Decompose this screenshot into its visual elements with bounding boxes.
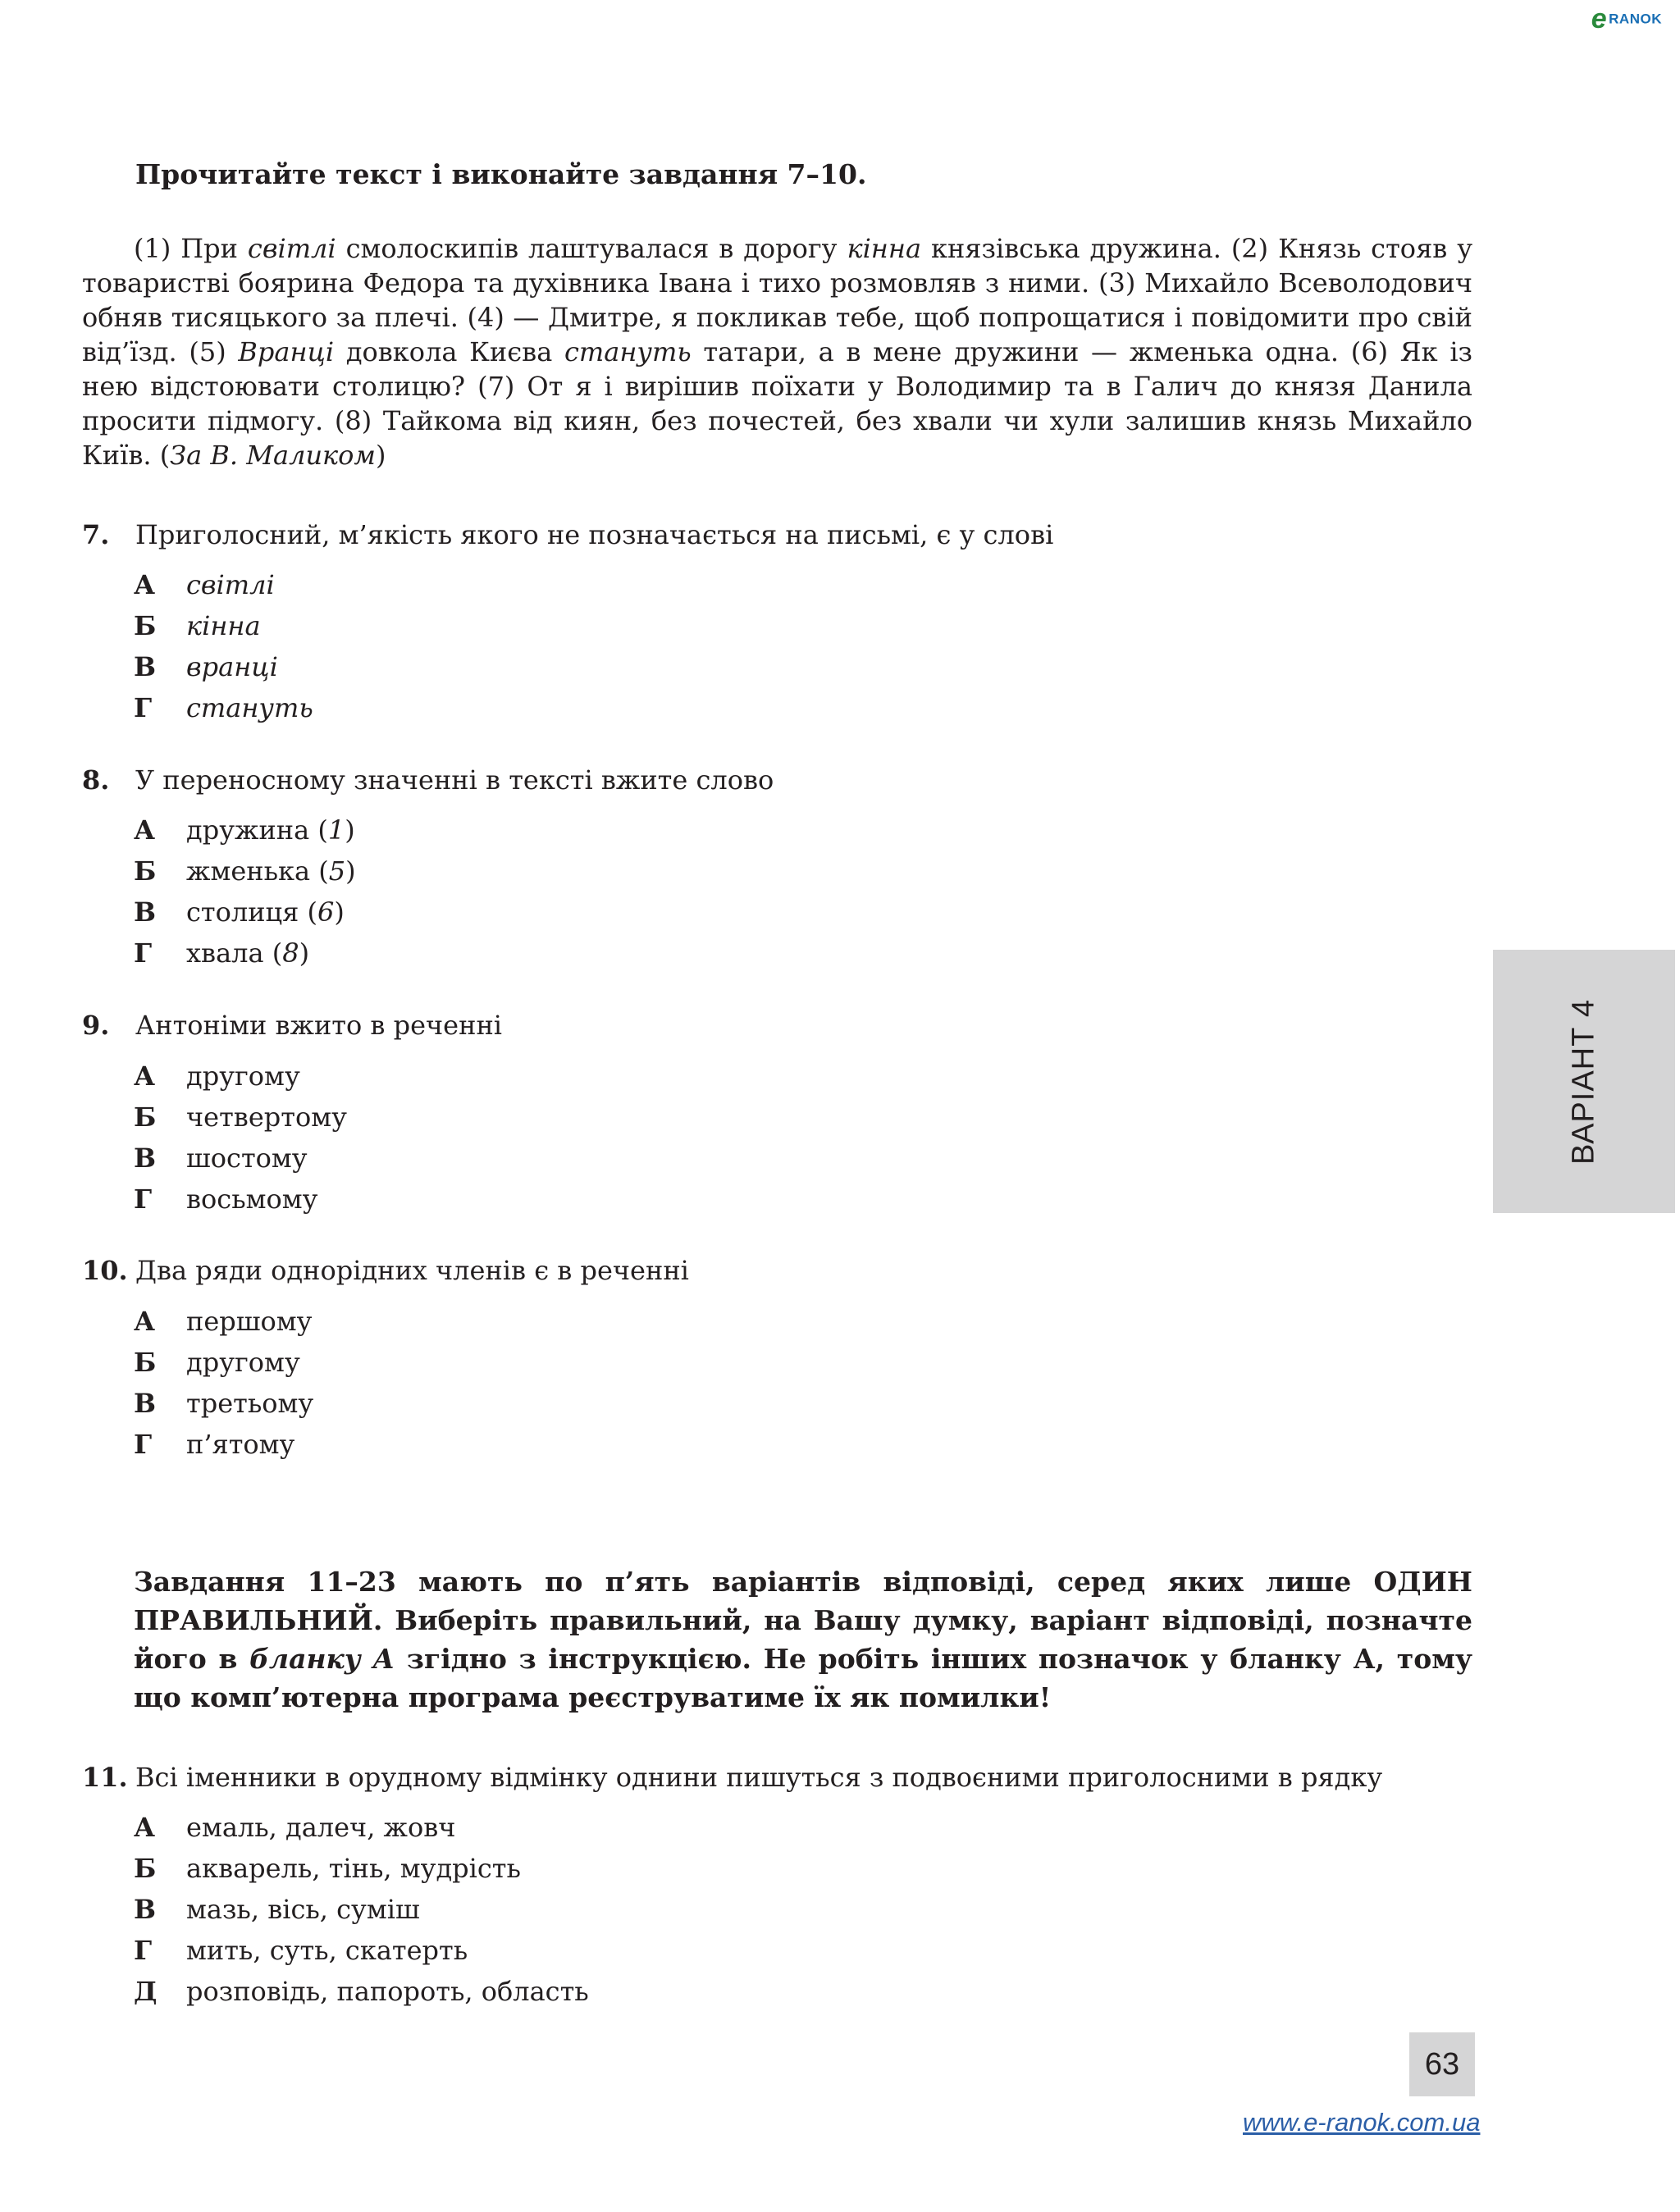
answer-option[interactable] (134, 1097, 347, 1138)
passage-highlight-word: кінна (847, 233, 922, 264)
task-number: 7. (82, 519, 110, 550)
answer-option[interactable] (134, 1848, 589, 1889)
passage-highlight-word: стануть (564, 336, 692, 367)
option-text-close: ) (345, 855, 356, 887)
option-letter: Г (134, 937, 153, 969)
option-letter: А (134, 569, 156, 600)
option-letter: Г (134, 1935, 153, 1966)
option-letter: А (134, 1812, 156, 1843)
passage-text: татари, а в мене дружини — жменька одна. (6) Як із нею відстоювати столицю? (7) От я і вирішив поїхати у Володимир та в Галич до князя Данила просити підмогу. (8) Тайкома від киян, без почестей, без хвали чи хули залишив князь Михайло Київ. ( (82, 336, 1473, 471)
option-text-close: ) (334, 896, 345, 928)
option-letter: Б (134, 1101, 157, 1133)
answer-options (134, 1301, 313, 1465)
variant-label: ВАРІАНТ 4 (1566, 998, 1601, 1165)
answer-option[interactable] (134, 687, 313, 728)
answer-options (134, 1056, 347, 1220)
option-text: шостому (186, 1142, 308, 1174)
option-text: восьмому (186, 1184, 318, 1215)
option-text: світлі (186, 569, 275, 600)
answer-option[interactable] (134, 1138, 347, 1179)
answer-option[interactable] (134, 564, 313, 605)
task-question-text: Приголосний, м’якість якого не позначається на письмі, є у слові (135, 519, 1054, 550)
option-text-close: ) (299, 937, 310, 969)
task-number: 10. (82, 1255, 128, 1286)
instruction-text: згідно з інструкцією. Не робіть інших позначок у бланку А, тому що комп’ютерна програма реєструватиме їх як помилки! (134, 1643, 1472, 1713)
answer-option[interactable] (134, 892, 356, 933)
answer-option[interactable] (134, 1301, 313, 1342)
answer-options (134, 564, 313, 728)
option-text: стануть (186, 692, 313, 723)
passage-text: довкола Києва (334, 336, 564, 367)
option-text: хвала ( (186, 937, 283, 969)
task-question (82, 764, 774, 796)
answer-option[interactable] (134, 1889, 589, 1930)
task-question-text: Два ряди однорідних членів є в реченні (135, 1255, 689, 1286)
task-number: 8. (82, 764, 110, 796)
option-text: розповідь, папороть, область (186, 1976, 589, 2007)
answer-option[interactable] (134, 1342, 313, 1383)
task-question (82, 1762, 1382, 1793)
reading-passage (82, 231, 1472, 472)
option-letter: Б (134, 610, 157, 641)
option-sentence-ref: 5 (328, 855, 346, 887)
option-text: акварель, тінь, мудрість (186, 1853, 521, 1884)
answer-option[interactable] (134, 1807, 589, 1848)
option-letter: В (134, 1142, 157, 1174)
answer-option[interactable] (134, 605, 313, 646)
option-text: кінна (186, 610, 261, 641)
instruction-block (134, 1562, 1472, 1717)
answer-option[interactable] (134, 851, 356, 892)
answer-option[interactable] (134, 1930, 589, 1971)
option-text: другому (186, 1347, 300, 1378)
option-text: третьому (186, 1388, 314, 1419)
option-letter: Д (134, 1976, 158, 2007)
passage-highlight-word: Вранці (238, 336, 335, 367)
task-question-text: Антоніми вжито в реченні (135, 1010, 502, 1041)
option-letter: А (134, 814, 156, 846)
option-letter: Б (134, 1347, 157, 1378)
option-letter: В (134, 1894, 157, 1925)
option-text: п’ятому (186, 1429, 295, 1460)
passage-source: За В. Маликом (170, 440, 376, 471)
option-sentence-ref: 1 (327, 814, 345, 846)
passage-text: князівська дружина. (2) Князь стояв у товаристві боярина Федора та духівника Івана і тихо розмовляв з ними. (3) Михайло Всеволодович обняв тисяцького за плечі. (4) — Дмитре, я покликав тебе, щоб попрощатися і повідомити про свій від’їзд. (5) (82, 233, 1473, 367)
task-number: 11. (82, 1762, 128, 1793)
task-question (82, 519, 1053, 550)
option-text: мить, суть, скатерть (186, 1935, 468, 1966)
answer-option[interactable] (134, 1056, 347, 1097)
task-question (82, 1010, 502, 1041)
option-text: столиця ( (186, 896, 317, 928)
section-heading: Прочитайте текст і виконайте завдання 7–10. (135, 158, 867, 190)
option-text: другому (186, 1060, 300, 1092)
answer-option[interactable] (134, 1424, 313, 1465)
publisher-logo (1591, 3, 1662, 35)
task-question-text: Всі іменники в орудному відмінку однини пишуться з подвоєними приголосними в рядку (135, 1762, 1383, 1793)
option-letter: А (134, 1060, 156, 1092)
option-text: емаль, далеч, жовч (186, 1812, 456, 1843)
option-letter: Б (134, 855, 157, 887)
option-text: четвертому (186, 1101, 347, 1133)
answer-option[interactable] (134, 646, 313, 687)
option-text: дружина ( (186, 814, 328, 846)
variant-side-tab (1493, 950, 1675, 1213)
option-text-close: ) (345, 814, 355, 846)
answer-option[interactable] (134, 1971, 589, 2012)
page-number: 63 (1409, 2032, 1475, 2096)
option-text: вранці (186, 651, 278, 682)
option-letter: Г (134, 1429, 153, 1460)
option-text: жменька ( (186, 855, 329, 887)
answer-options (134, 810, 356, 974)
passage-text: ) (375, 440, 386, 471)
option-letter: Г (134, 1184, 153, 1215)
answer-option[interactable] (134, 1179, 347, 1220)
option-letter: В (134, 651, 157, 682)
passage-highlight-word: світлі (247, 233, 336, 264)
instruction-form-ref: бланку А (249, 1643, 395, 1675)
answer-options (134, 1807, 589, 2012)
logo-text: RANOK (1609, 11, 1662, 27)
answer-option[interactable] (134, 810, 356, 851)
footer-link[interactable]: www.e-ranok.com.ua (1243, 2108, 1481, 2137)
option-sentence-ref: 6 (317, 896, 335, 928)
task-question (82, 1255, 689, 1286)
option-letter: Б (134, 1853, 157, 1884)
answer-option[interactable] (134, 1383, 313, 1424)
passage-text: смолоскипів лаштувалася в дорогу (336, 233, 847, 264)
option-letter: А (134, 1306, 156, 1337)
option-letter: В (134, 1388, 157, 1419)
task-question-text: У переносному значенні в тексті вжите слово (135, 764, 774, 796)
option-text: мазь, вісь, суміш (186, 1894, 420, 1925)
passage-text: (1) При (134, 233, 248, 264)
answer-option[interactable] (134, 933, 356, 974)
option-text: першому (186, 1306, 313, 1337)
task-number: 9. (82, 1010, 110, 1041)
option-sentence-ref: 8 (282, 937, 299, 969)
logo-e-mark: e (1591, 3, 1608, 34)
instruction-text: Завдання 11–23 мають по п’ять варіантів відповіді, серед яких лише ОДИН ПРАВИЛЬНИЙ. Виберіть правильний, на Вашу думку, варіант відповіді, позначте його в (134, 1566, 1472, 1675)
option-letter: Г (134, 692, 153, 723)
option-letter: В (134, 896, 157, 928)
